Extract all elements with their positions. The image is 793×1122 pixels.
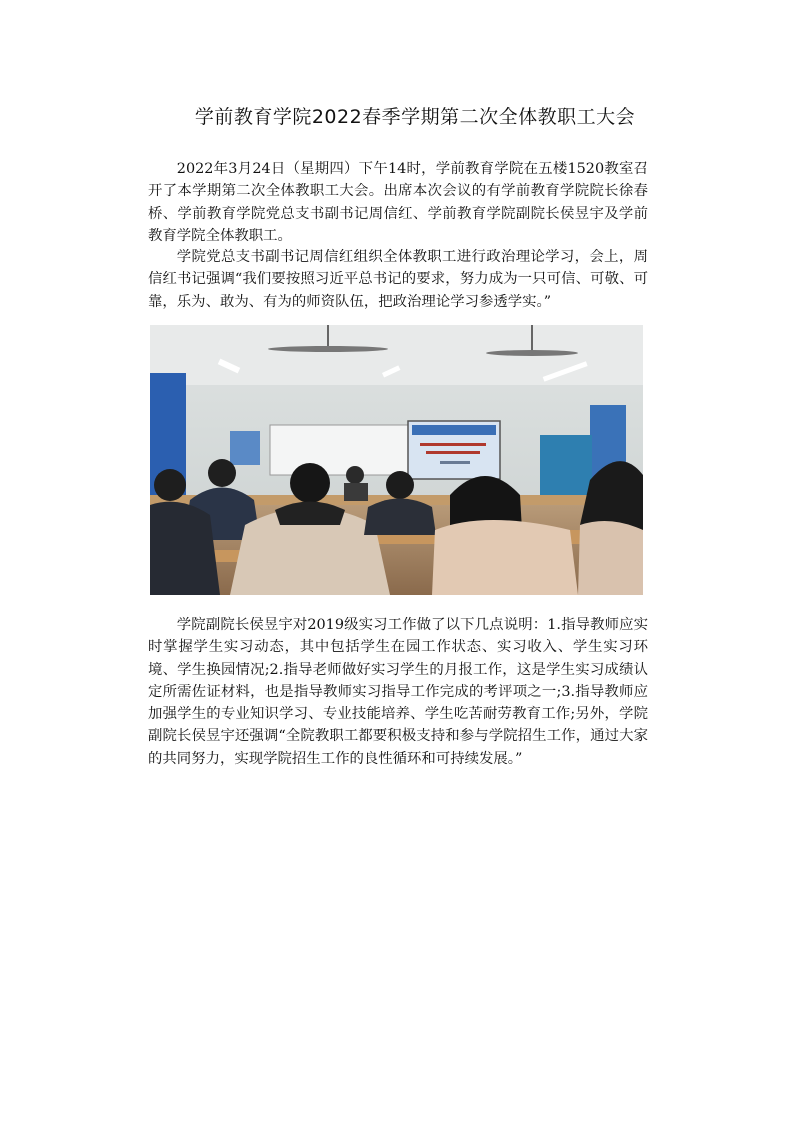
paragraph-political-study: 学院党总支书副书记周信红组织全体教职工进行政治理论学习，会上，周信红书记强调“我们要按照习近平总书记的要求，努力成为一只可信、可敬、可靠，乐为、敢为、有为的师资队伍，把政治理论学习参透学实。” (148, 249, 648, 310)
meeting-photo (150, 325, 643, 595)
paragraph-internship-notes: 学院副院长侯昱宇对2019级实习工作做了以下几点说明：1.指导教师应实时掌握学生实习动态，其中包括学生在园工作状态、实习收入、学生实习环境、学生换园情况;2.指导老师做好实习学生的月报工作，这是学生实习成绩认定所需佐证材料，也是指导教师实习指导工作完成的考评项之一;3.指导教师应加强学生的专业知识学习、专业技能培养、学生吃苦耐劳教育工作;另外，学院副院长侯昱宇还强调“全院教职工都要积极支持和参与学院招生工作，通过大家的共同努力，实现学院招生工作的良性循环和可持续发展。” (148, 617, 648, 767)
document-title: 学前教育学院2022春季学期第二次全体教职工大会 (194, 106, 636, 128)
paragraph-meeting-intro: 2022年3月24日（星期四）下午14时，学前教育学院在五楼1520教室召开了本学期第二次全体教职工大会。出席本次会议的有学前教育学院院长徐春桥、学前教育学院党总支书副书记周信红、学前教育学院副院长侯昱宇及学前教育学院全体教职工。 (148, 161, 648, 244)
